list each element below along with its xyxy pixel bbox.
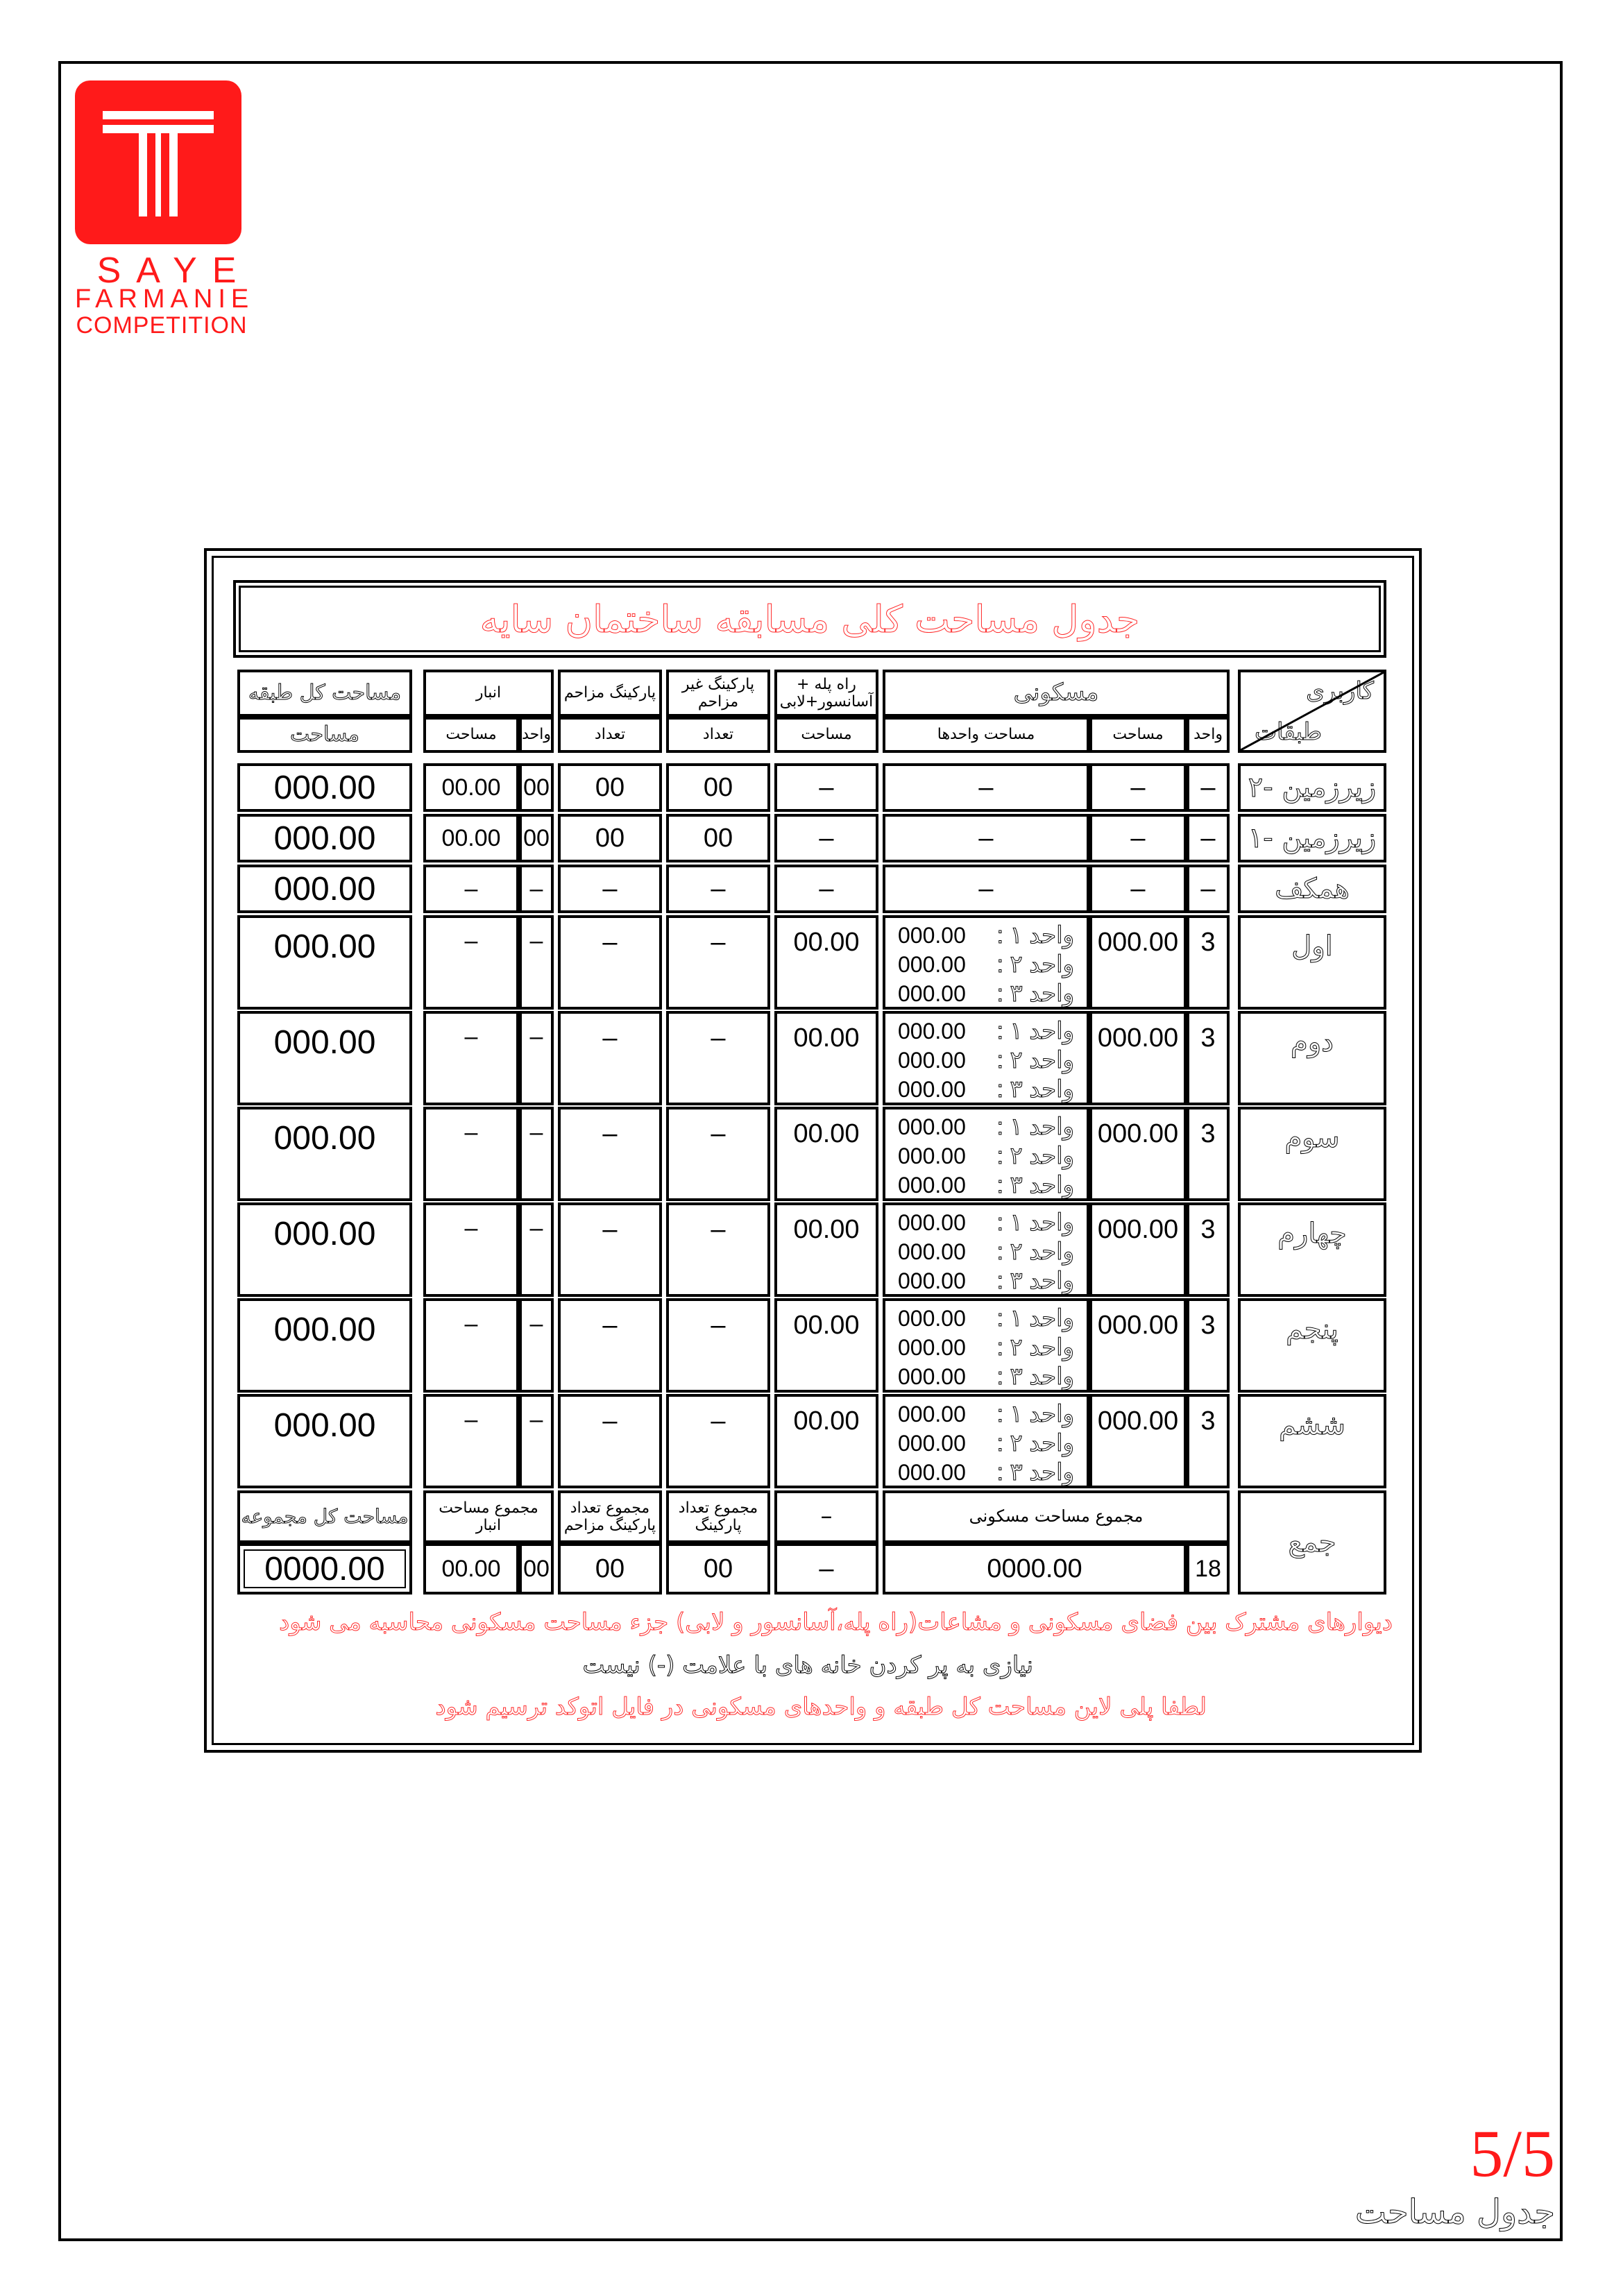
row-storage-unit: 00 [519,814,554,862]
unit-label: واحد ۳ : [996,1459,1074,1486]
header-parking-free-count: تعداد [666,717,770,753]
row-storage-area: – [423,1107,519,1201]
row-unit: – [1187,763,1230,812]
unit-value: 000.00 [898,1173,966,1198]
unit-value: 000.00 [898,1460,966,1485]
table-title-box [233,580,1386,658]
table-title: جدول مساحت کلی مسابقه ساختمان سایه [479,597,1140,641]
unit-line [898,1333,1074,1362]
unit-line [898,1208,1074,1237]
row-storage-unit: – [519,1107,554,1201]
page-number: 5/5 [1470,2116,1555,2191]
unit-value: 000.00 [898,1210,966,1235]
row-area: 000.00 [1089,1298,1187,1393]
totals-storage-unit: 00 [519,1543,554,1595]
row-parking-free: 00 [666,814,770,862]
unit-label: واحد ۲ : [996,1239,1074,1265]
row-floor-total: 000.00 [237,1394,412,1488]
unit-value: 000.00 [898,1077,966,1102]
row-floor-label: دوم [1238,1011,1386,1105]
page-label: جدول مساحت [1354,2193,1555,2231]
row-floor-label: سوم [1238,1107,1386,1201]
header-storage-area: مساحت [423,717,519,753]
row-storage-unit: – [519,915,554,1010]
row-storage-area: 00.00 [423,763,519,812]
row-storage-area: – [423,1011,519,1105]
unit-line [898,1237,1074,1266]
header-parking-free: پارکینگ غیر مزاحم [666,670,770,717]
row-unit: – [1187,865,1230,913]
row-stair: 00.00 [774,1394,878,1488]
unit-value: 000.00 [898,1335,966,1360]
header-floor-total: مساحت کل طبقه [237,670,412,717]
unit-line [898,1075,1074,1104]
unit-value: 000.00 [898,1306,966,1331]
row-area: 000.00 [1089,1394,1187,1488]
row-unit: 3 [1187,1394,1230,1488]
header-stair-area: مساحت [774,717,878,753]
totals-park-free-header: مجموع تعداد پارکینگ [666,1490,770,1543]
row-stair: 00.00 [774,1202,878,1297]
row-area: – [1089,814,1187,862]
unit-line [898,1362,1074,1391]
unit-value: 000.00 [898,952,966,977]
row-units-list [883,1202,1089,1297]
unit-value: 000.00 [898,981,966,1006]
row-floor-total: 000.00 [237,1298,412,1393]
row-parking-block: 00 [558,763,662,812]
row-units-area: – [883,763,1089,812]
unit-label: واحد ۱ : [996,1114,1074,1140]
row-storage-area: 00.00 [423,814,519,862]
row-storage-area: – [423,1202,519,1297]
row-area: 000.00 [1089,915,1187,1010]
unit-label: واحد ۱ : [996,922,1074,949]
unit-label: واحد ۲ : [996,1047,1074,1073]
unit-line [898,1266,1074,1295]
unit-line [898,1112,1074,1141]
row-parking-block: – [558,865,662,913]
row-parking-free: – [666,1107,770,1201]
row-storage-area: – [423,1394,519,1488]
row-parking-free: – [666,1202,770,1297]
row-parking-free: – [666,1394,770,1488]
header-storage: انبار [423,670,554,717]
unit-label: واحد ۱ : [996,1018,1074,1044]
row-area: 000.00 [1089,1107,1187,1201]
unit-value: 000.00 [898,1268,966,1293]
totals-stair: – [774,1543,878,1595]
row-floor-label: چهارم [1238,1202,1386,1297]
unit-line [898,1400,1074,1429]
unit-line [898,921,1074,950]
unit-label: واحد ۱ : [996,1305,1074,1332]
note-2: نیازی به پر کردن خانه های با علامت (-) نیست [582,1651,1033,1679]
header-parking-block: پارکینگ مزاحم [558,670,662,717]
row-parking-block: – [558,1298,662,1393]
totals-grand: 0000.00 [237,1543,412,1595]
row-parking-block: 00 [558,814,662,862]
row-storage-area: – [423,1298,519,1393]
row-storage-unit: – [519,865,554,913]
logo-saye: SAYE [96,250,252,291]
row-stair: 00.00 [774,915,878,1010]
unit-line [898,1458,1074,1487]
totals-stair-header: – [774,1490,878,1543]
row-unit: 3 [1187,1011,1230,1105]
row-parking-block: – [558,1107,662,1201]
row-units-list [883,1011,1089,1105]
row-floor-total: 000.00 [237,1011,412,1105]
header-floor-total-area: مساحت [237,717,412,753]
totals-res-header: مجموع مساحت مسکونی [883,1490,1230,1543]
row-floor-total: 000.00 [237,915,412,1010]
header-units-area: مساحت واحدها [883,717,1089,753]
unit-label: واحد ۳ : [996,1076,1074,1103]
unit-label: واحد ۳ : [996,980,1074,1007]
unit-label: واحد ۲ : [996,1334,1074,1361]
unit-label: واحد ۲ : [996,1143,1074,1169]
totals-park-block: 00 [558,1543,662,1595]
unit-value: 000.00 [898,1431,966,1456]
unit-line [898,1141,1074,1171]
row-floor-label: زیرزمین -۱ [1238,814,1386,862]
totals-label: جمع [1238,1490,1386,1595]
row-storage-unit: 00 [519,763,554,812]
unit-value: 000.00 [898,1143,966,1168]
row-floor-total: 000.00 [237,763,412,812]
unit-line [898,1046,1074,1075]
row-units-area: – [883,865,1089,913]
row-area: – [1089,865,1187,913]
note-1: دیوارهای مشترک بین فضای مسکونی و مشاعات(راه پله،آسانسور و لابی) جزء مساحت مسکونی محاسبه می شود [279,1608,1393,1636]
row-stair: 00.00 [774,1298,878,1393]
unit-label: واحد ۱ : [996,1209,1074,1236]
unit-value: 000.00 [898,1402,966,1427]
row-unit: 3 [1187,915,1230,1010]
row-units-area: – [883,814,1089,862]
row-floor-label: ششم [1238,1394,1386,1488]
unit-value: 000.00 [898,1019,966,1044]
totals-storage-area: 00.00 [423,1543,519,1595]
row-area: – [1089,763,1187,812]
unit-line [898,950,1074,979]
unit-line [898,1171,1074,1200]
row-floor-label: زیرزمین -۲ [1238,763,1386,812]
header-stair: راه پله + آسانسور+لابی [774,670,878,717]
row-parking-block: – [558,915,662,1010]
row-parking-free: – [666,865,770,913]
logo-farmanie: FARMANIE [75,284,255,314]
row-parking-block: – [558,1394,662,1488]
row-storage-area: – [423,915,519,1010]
row-stair: – [774,763,878,812]
header-usage-floors: کاربری طبقات [1238,670,1386,753]
unit-label: واحد ۲ : [996,951,1074,978]
row-units-list [883,915,1089,1010]
totals-grand-header: مساحت کل مجموعه [237,1490,412,1543]
totals-storage-header: مجموع مساحت انبار [423,1490,554,1543]
row-unit: 3 [1187,1107,1230,1201]
unit-label: واحد ۳ : [996,1172,1074,1198]
unit-line [898,979,1074,1008]
row-floor-label: اول [1238,915,1386,1010]
totals-unit-count: 18 [1187,1543,1230,1595]
unit-value: 000.00 [898,923,966,948]
totals-park-free: 00 [666,1543,770,1595]
row-stair: 00.00 [774,1107,878,1201]
unit-line [898,1017,1074,1046]
row-stair: – [774,865,878,913]
row-parking-block: – [558,1011,662,1105]
header-unit: واحد [1187,717,1230,753]
row-floor-label: همکف [1238,865,1386,913]
header-parking-block-count: تعداد [558,717,662,753]
unit-value: 000.00 [898,1048,966,1073]
unit-value: 000.00 [898,1114,966,1139]
row-floor-total: 000.00 [237,865,412,913]
unit-line [898,1304,1074,1333]
row-stair: – [774,814,878,862]
header-area: مساحت [1089,717,1187,753]
row-storage-unit: – [519,1011,554,1105]
row-stair: 00.00 [774,1011,878,1105]
row-storage-unit: – [519,1298,554,1393]
row-units-list [883,1394,1089,1488]
row-area: 000.00 [1089,1011,1187,1105]
unit-value: 000.00 [898,1239,966,1264]
row-floor-total: 000.00 [237,1107,412,1201]
unit-line [898,1429,1074,1458]
row-storage-area: – [423,865,519,913]
logo-t-icon [75,80,241,244]
row-floor-label: پنجم [1238,1298,1386,1393]
row-unit: 3 [1187,1202,1230,1297]
logo-mark [75,80,241,244]
totals-res-area: 0000.00 [883,1543,1187,1595]
row-parking-free: – [666,1298,770,1393]
note-3: لطفا پلی لاین مساحت کل طبقه و واحدهای مسکونی در فایل اتوکد ترسیم شود [435,1693,1207,1721]
row-parking-block: – [558,1202,662,1297]
row-area: 000.00 [1089,1202,1187,1297]
row-unit: – [1187,814,1230,862]
unit-label: واحد ۳ : [996,1268,1074,1294]
row-storage-unit: – [519,1202,554,1297]
row-floor-total: 000.00 [237,814,412,862]
unit-label: واحد ۱ : [996,1401,1074,1427]
header-residential: مسکونی [883,670,1230,717]
row-parking-free: – [666,1011,770,1105]
row-units-list [883,1298,1089,1393]
row-unit: 3 [1187,1298,1230,1393]
unit-value: 000.00 [898,1364,966,1389]
row-units-list [883,1107,1089,1201]
unit-label: واحد ۲ : [996,1430,1074,1456]
row-parking-free: 00 [666,763,770,812]
logo-competition: COMPETITION [76,312,248,339]
row-storage-unit: – [519,1394,554,1488]
header-storage-unit: واحد [519,717,554,753]
unit-label: واحد ۳ : [996,1363,1074,1390]
row-parking-free: – [666,915,770,1010]
row-floor-total: 000.00 [237,1202,412,1297]
totals-park-block-header: مجموع تعداد پارکینگ مزاحم [558,1490,662,1543]
